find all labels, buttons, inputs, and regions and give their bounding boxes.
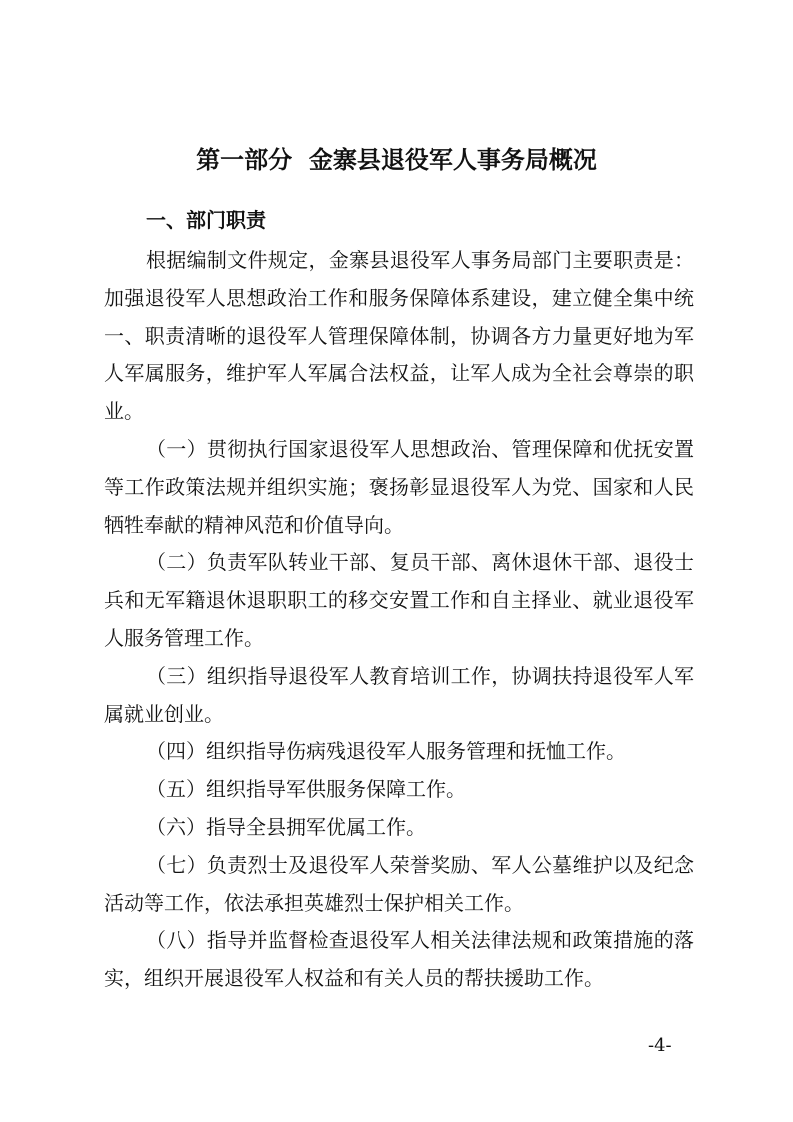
duty-item-3: （三）组织指导退役军人教育培训工作，协调扶持退役军人军属就业创业。 bbox=[104, 663, 694, 726]
intro-paragraph: 根据编制文件规定，金寨县退役军人事务局部门主要职责是：加强退役军人思想政治工作和服务保障体系建设，建立健全集中统一、职责清晰的退役军人管理保障体制，协调各方力量更好地为军人军属服务，维护军人军属合法权益，让军人成为全社会尊崇的职业。 bbox=[104, 248, 694, 424]
duty-item-7: （七）负责烈士及退役军人荣誉奖励、军人公墓维护以及纪念活动等工作，依法承担英雄烈士保护相关工作。 bbox=[104, 852, 694, 915]
duty-item-4: （四）组织指导伤病残退役军人服务管理和抚恤工作。 bbox=[146, 739, 626, 764]
body-text bbox=[104, 242, 694, 998]
duty-item-6: （六）指导全县拥军优属工作。 bbox=[146, 814, 426, 839]
duty-item-5: （五）组织指导军供服务保障工作。 bbox=[146, 777, 466, 802]
duty-item-2: （二）负责军队转业干部、复员干部、离休退休干部、退役士兵和无军籍退休退职职工的移交安置工作和自主择业、就业退役军人服务管理工作。 bbox=[104, 550, 694, 650]
duty-item-8: （八）指导并监督检查退役军人相关法律法规和政策措施的落实，组织开展退役军人权益和有关人员的帮扶援助工作。 bbox=[104, 928, 694, 991]
page-number: -4- bbox=[648, 1035, 672, 1056]
duty-item-1: （一）贯彻执行国家退役军人思想政治、管理保障和优抚安置等工作政策法规并组织实施；褒扬彰显退役军人为党、国家和人民牺牲奉献的精神风范和价值导向。 bbox=[104, 436, 694, 537]
page-title: 第一部分 金寨县退役军人事务局概况 bbox=[196, 145, 597, 174]
section-heading: 一、部门职责 bbox=[146, 208, 266, 232]
